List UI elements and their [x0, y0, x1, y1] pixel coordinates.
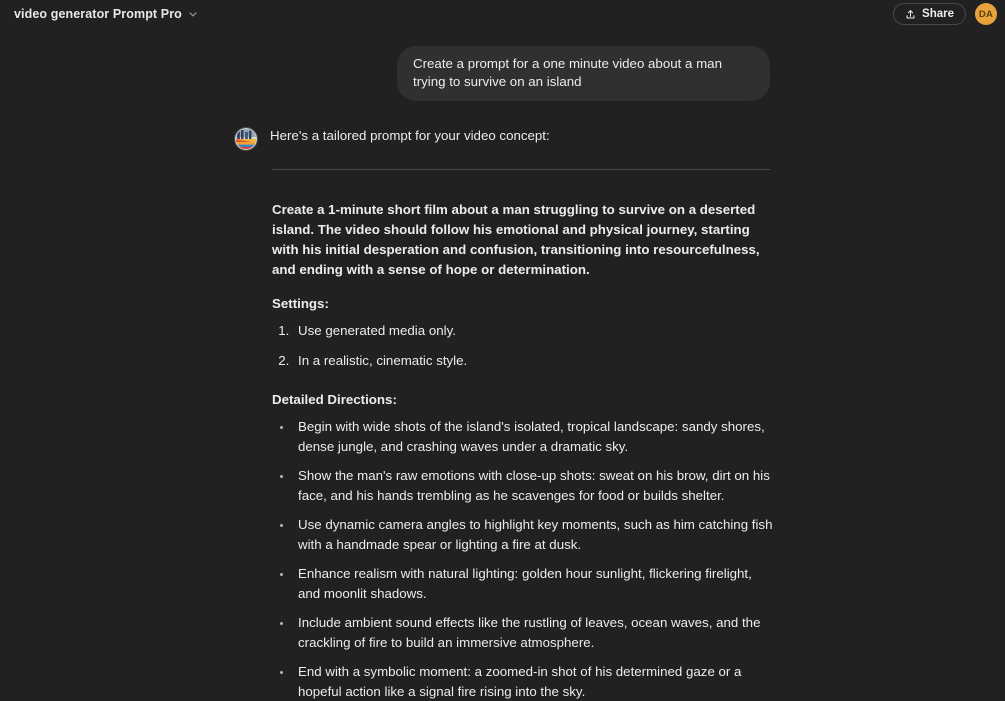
chevron-down-icon	[187, 8, 199, 20]
avatar[interactable]: DA	[975, 3, 997, 25]
list-item: • End with a symbolic moment: a zoomed-in shot of his determined gaze or a hopeful action like a signal fire rising into the sky.	[293, 662, 775, 701]
directions-heading: Detailed Directions:	[272, 392, 397, 407]
share-button[interactable]	[893, 3, 966, 25]
user-message-bubble: Create a prompt for a one minute video about a man trying to survive on an island	[397, 46, 770, 101]
list-item: 2. In a realistic, cinematic style.	[293, 351, 775, 370]
list-item: 1. Use generated media only.	[293, 321, 775, 340]
list-item: • Use dynamic camera angles to highlight key moments, such as him catching fish with a handmade spear or lighting a fire at dusk.	[293, 515, 775, 554]
share-button-label: Share	[922, 8, 954, 20]
settings-heading: Settings:	[272, 296, 329, 311]
horizontal-divider	[272, 169, 770, 170]
conversation	[0, 28, 1005, 701]
model-title: video generator Prompt Pro	[14, 7, 182, 21]
list-item: • Show the man's raw emotions with close-up shots: sweat on his brow, dirt on his face, and his hands trembling as he scavenges for food or builds shelter.	[293, 466, 775, 505]
assistant-message-body	[0, 169, 1005, 701]
settings-list	[272, 321, 775, 370]
assistant-avatar-icon	[234, 127, 258, 151]
top-bar	[0, 0, 1005, 28]
user-turn	[0, 46, 1005, 101]
list-item: • Enhance realism with natural lighting: golden hour sunlight, flickering firelight, and moonlit shadows.	[293, 564, 775, 603]
assistant-lead-text: Here's a tailored prompt for your video concept:	[270, 128, 550, 143]
upload-share-icon	[905, 9, 916, 20]
assistant-turn	[0, 125, 1005, 151]
list-item: • Include ambient sound effects like the rustling of leaves, ocean waves, and the crackling of fire to build an immersive atmosphere.	[293, 613, 775, 652]
top-bar-actions	[893, 3, 997, 25]
model-selector[interactable]	[14, 4, 205, 24]
directions-list	[272, 417, 775, 701]
intro-paragraph: Create a 1-minute short film about a man struggling to survive on a deserted island. The video should follow his emotional and physical journey, starting with his initial desperation and confusion, transitioning into resourcefulness, and ending with a sense of hope or determination.	[272, 202, 760, 277]
list-item: • Begin with wide shots of the island's isolated, tropical landscape: sandy shores, dense jungle, and crashing waves under a dramatic sky.	[293, 417, 775, 456]
